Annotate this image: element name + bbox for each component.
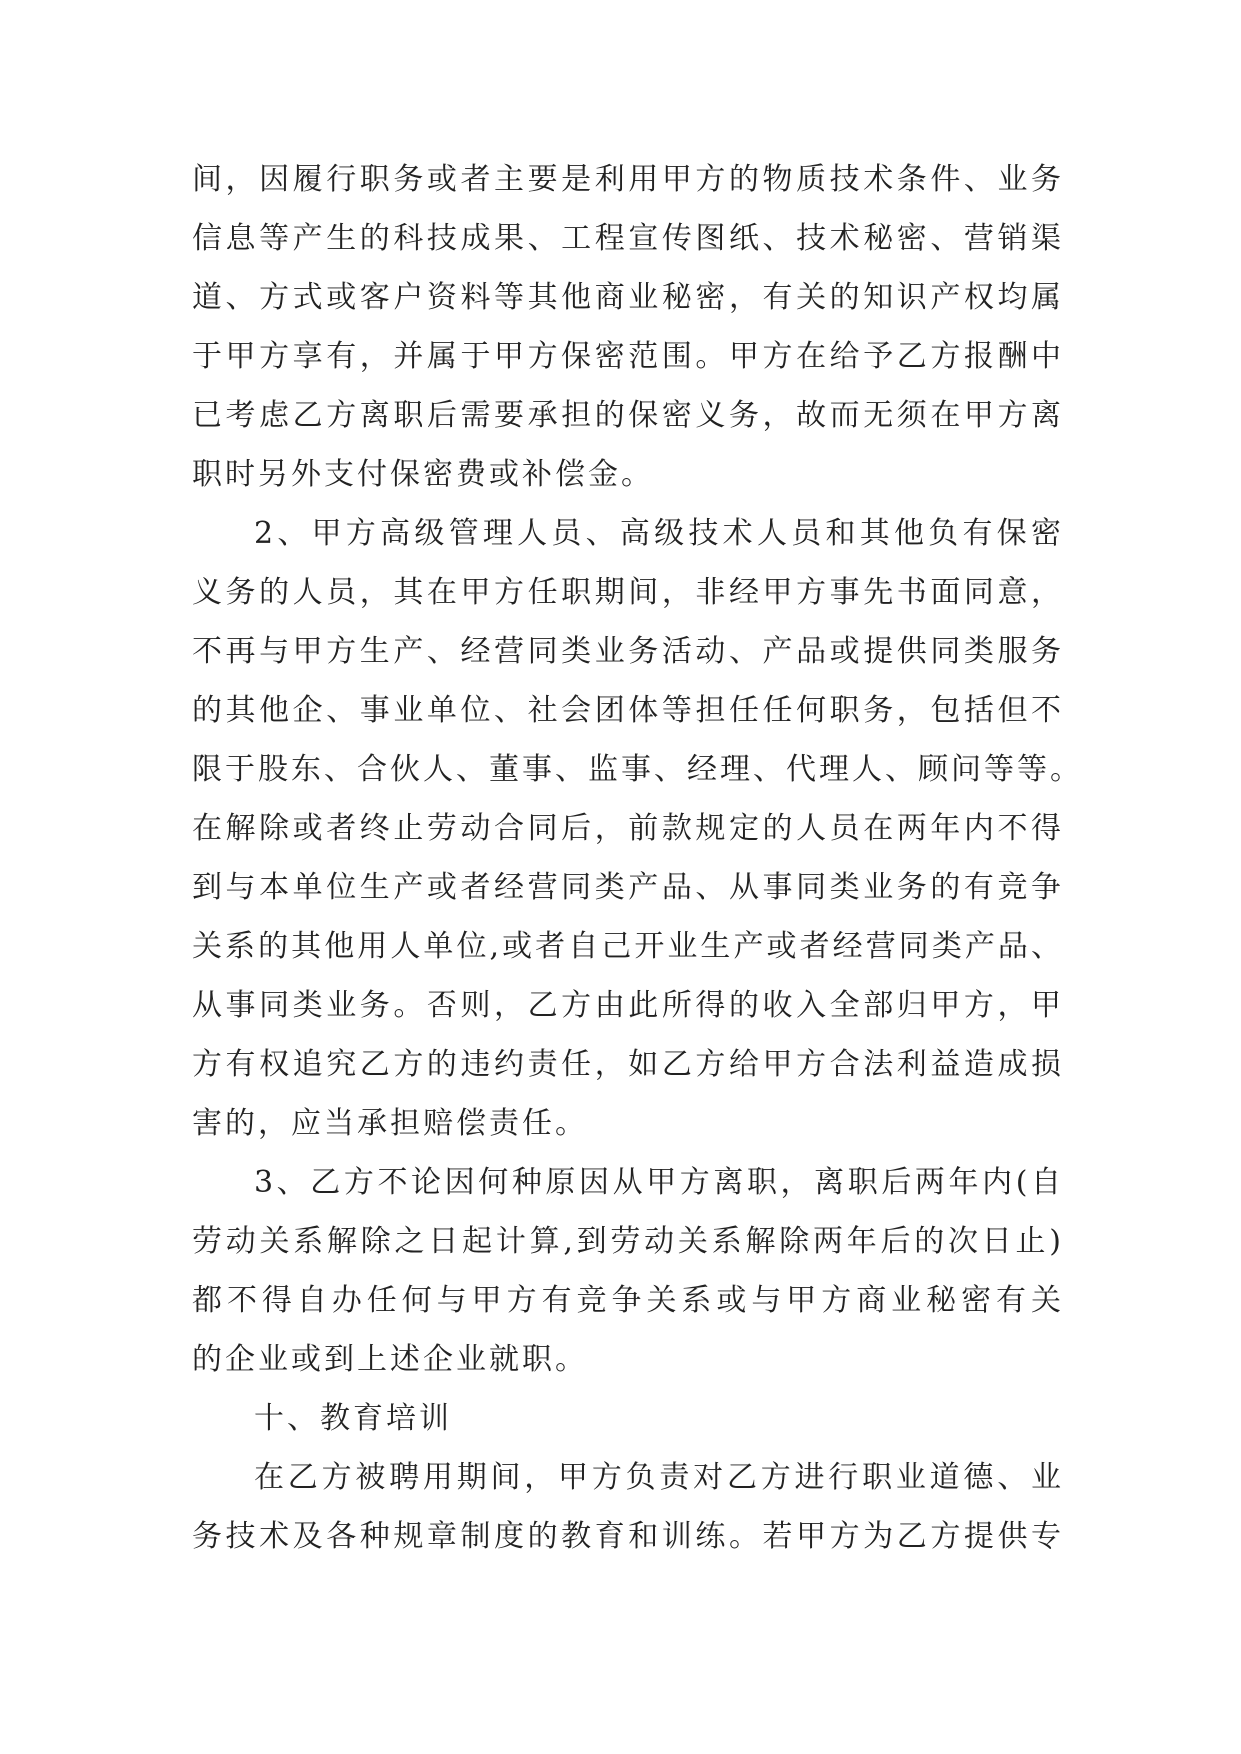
text-line: 都不得自办任何与甲方有竞争关系或与甲方商业秘密有关: [192, 1283, 1064, 1318]
text-line: 劳动关系解除之日起计算,到劳动关系解除两年后的次日止): [192, 1224, 1064, 1259]
text-line: 不再与甲方生产、经营同类业务活动、产品或提供同类服务: [192, 634, 1064, 669]
text-line: 限于股东、合伙人、董事、监事、经理、代理人、顾问等等。: [192, 752, 1083, 787]
text-line: 在解除或者终止劳动合同后，前款规定的人员在两年内不得: [192, 811, 1064, 846]
text-line: 务技术及各种规章制度的教育和训练。若甲方为乙方提供专: [192, 1519, 1064, 1554]
text-line: 于甲方享有，并属于甲方保密范围。甲方在给予乙方报酬中: [192, 339, 1064, 374]
text-line: 的其他企、事业单位、社会团体等担任任何职务，包括但不: [192, 693, 1064, 728]
text-line: 间，因履行职务或者主要是利用甲方的物质技术条件、业务: [192, 162, 1064, 197]
text-line: 信息等产生的科技成果、工程宣传图纸、技术秘密、营销渠: [192, 221, 1064, 256]
text-line: 从事同类业务。否则，乙方由此所得的收入全部归甲方，甲: [192, 988, 1064, 1023]
text-line: 义务的人员，其在甲方任职期间，非经甲方事先书面同意，: [192, 575, 1064, 610]
document-body: [192, 150, 1083, 1566]
text-line: 已考虑乙方离职后需要承担的保密义务，故而无须在甲方离: [192, 398, 1064, 433]
clause-3-start: 3、乙方不论因何种原因从甲方离职，离职后两年内(自: [254, 1165, 1064, 1200]
clause-2-start: 2、甲方高级管理人员、高级技术人员和其他负有保密: [254, 516, 1064, 551]
text-line: 方有权追究乙方的违约责任，如乙方给甲方合法利益造成损: [192, 1047, 1064, 1082]
paragraph-start: 在乙方被聘用期间，甲方负责对乙方进行职业道德、业: [254, 1460, 1064, 1495]
text-line: 关系的其他用人单位,或者自己开业生产或者经营同类产品、: [192, 929, 1064, 964]
text-line: 到与本单位生产或者经营同类产品、从事同类业务的有竞争: [192, 870, 1064, 905]
text-line: 道、方式或客户资料等其他商业秘密，有关的知识产权均属: [192, 280, 1064, 315]
text-line: 害的，应当承担赔偿责任。: [192, 1106, 588, 1141]
section-heading: 十、教育培训: [254, 1401, 452, 1436]
text-line: 职时另外支付保密费或补偿金。: [192, 457, 654, 492]
text-line: 的企业或到上述企业就职。: [192, 1342, 588, 1377]
